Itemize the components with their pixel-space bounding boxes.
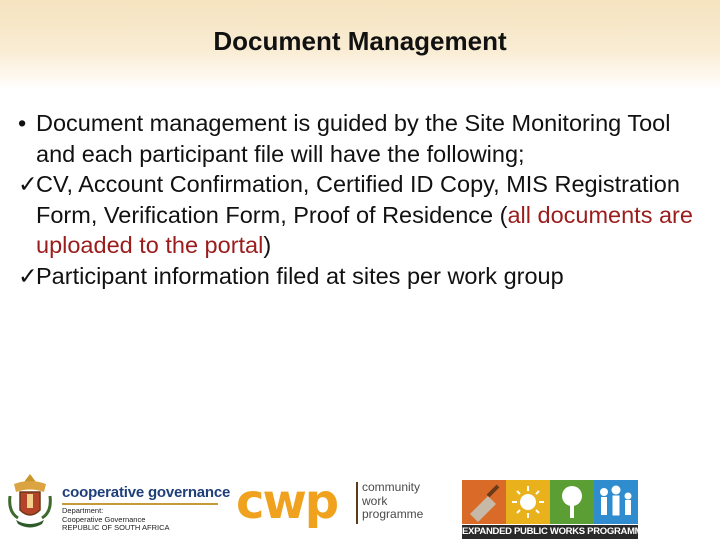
list-item-text: Participant information filed at sites per work group [36, 262, 564, 289]
coat-of-arms-icon [6, 472, 54, 532]
cwp-line: work [362, 493, 388, 508]
department-line: Cooperative Governance [62, 514, 146, 524]
department-line: REPUBLIC OF SOUTH AFRICA [62, 523, 170, 533]
bullet-list [18, 108, 698, 292]
cwp-line: community [362, 480, 421, 494]
list-item [18, 261, 698, 292]
list-item [18, 169, 698, 261]
cwp-wordmark: cwp [236, 474, 338, 530]
family-icon [594, 480, 638, 524]
cooperative-governance-name: cooperative governance [62, 484, 231, 501]
sun-icon [506, 480, 550, 524]
list-item-text-end: ) [263, 232, 272, 259]
department-line: Department: [62, 506, 104, 515]
list-item-text: Document management is guided by the Site Monitoring Tool and each participant file will have the following; [36, 110, 671, 167]
checkmark-icon: ✓ [18, 262, 38, 289]
list-item [18, 108, 698, 169]
list-item-text: CV, Account Confirmation, Certified ID Copy, MIS Registration Form, Verification Form, Proof of Residence ( [36, 171, 680, 228]
divider [62, 503, 218, 505]
cwp-subtitle [362, 481, 423, 522]
epwp-label: EXPANDED PUBLIC WORKS PROGRAMME [462, 526, 649, 537]
epwp-logo [462, 480, 649, 540]
tree-icon [550, 480, 594, 524]
cwp-line: programme [362, 507, 424, 521]
divider [356, 482, 358, 524]
bullet-icon: • [18, 110, 27, 136]
slide-title: Document Management [213, 26, 507, 56]
highlighted-text: all documents are uploaded to the portal [36, 201, 693, 259]
cooperative-governance-logo [6, 470, 231, 536]
department-text [62, 507, 170, 533]
checkmark-icon: ✓ [18, 171, 38, 198]
cwp-logo [236, 474, 442, 532]
logo-footer [0, 462, 720, 540]
trowel-icon [462, 480, 506, 524]
epwp-icon-strip [462, 480, 638, 524]
